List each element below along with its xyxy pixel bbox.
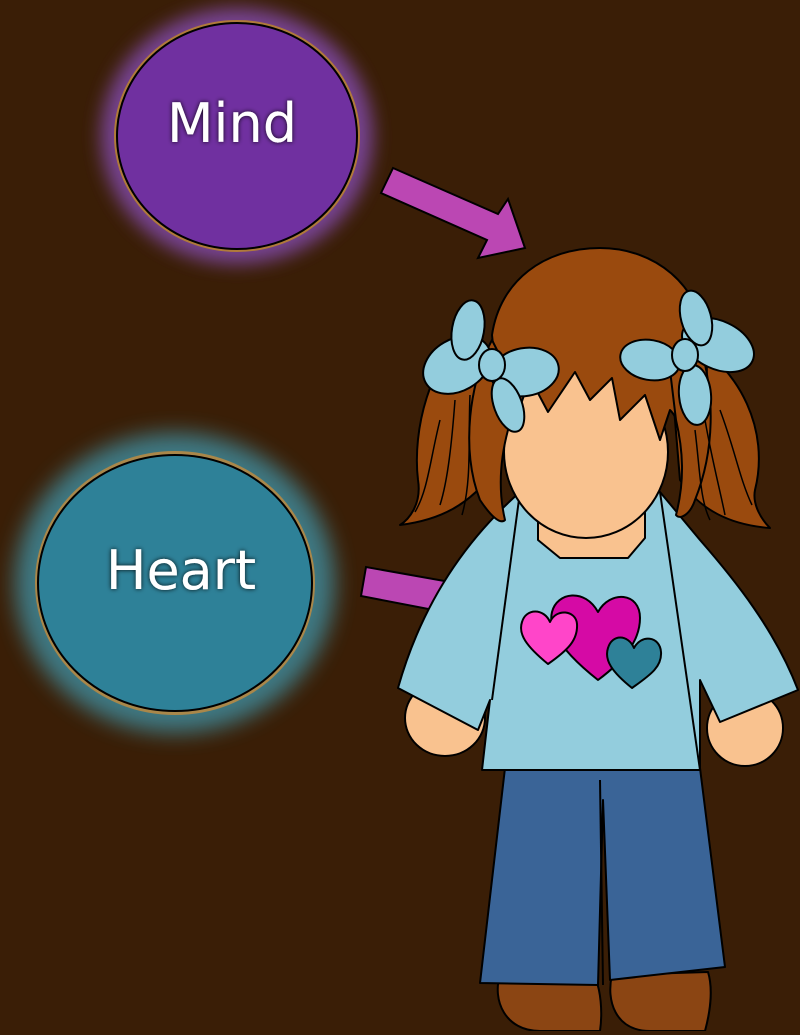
right-shoe [610, 972, 710, 1031]
heart-node [15, 433, 335, 733]
mind-node [101, 8, 373, 264]
heart-label: Heart [105, 539, 257, 602]
mind-arrow [381, 168, 525, 258]
girl-figure-icon [398, 248, 798, 1031]
mind-label: Mind [166, 92, 298, 155]
